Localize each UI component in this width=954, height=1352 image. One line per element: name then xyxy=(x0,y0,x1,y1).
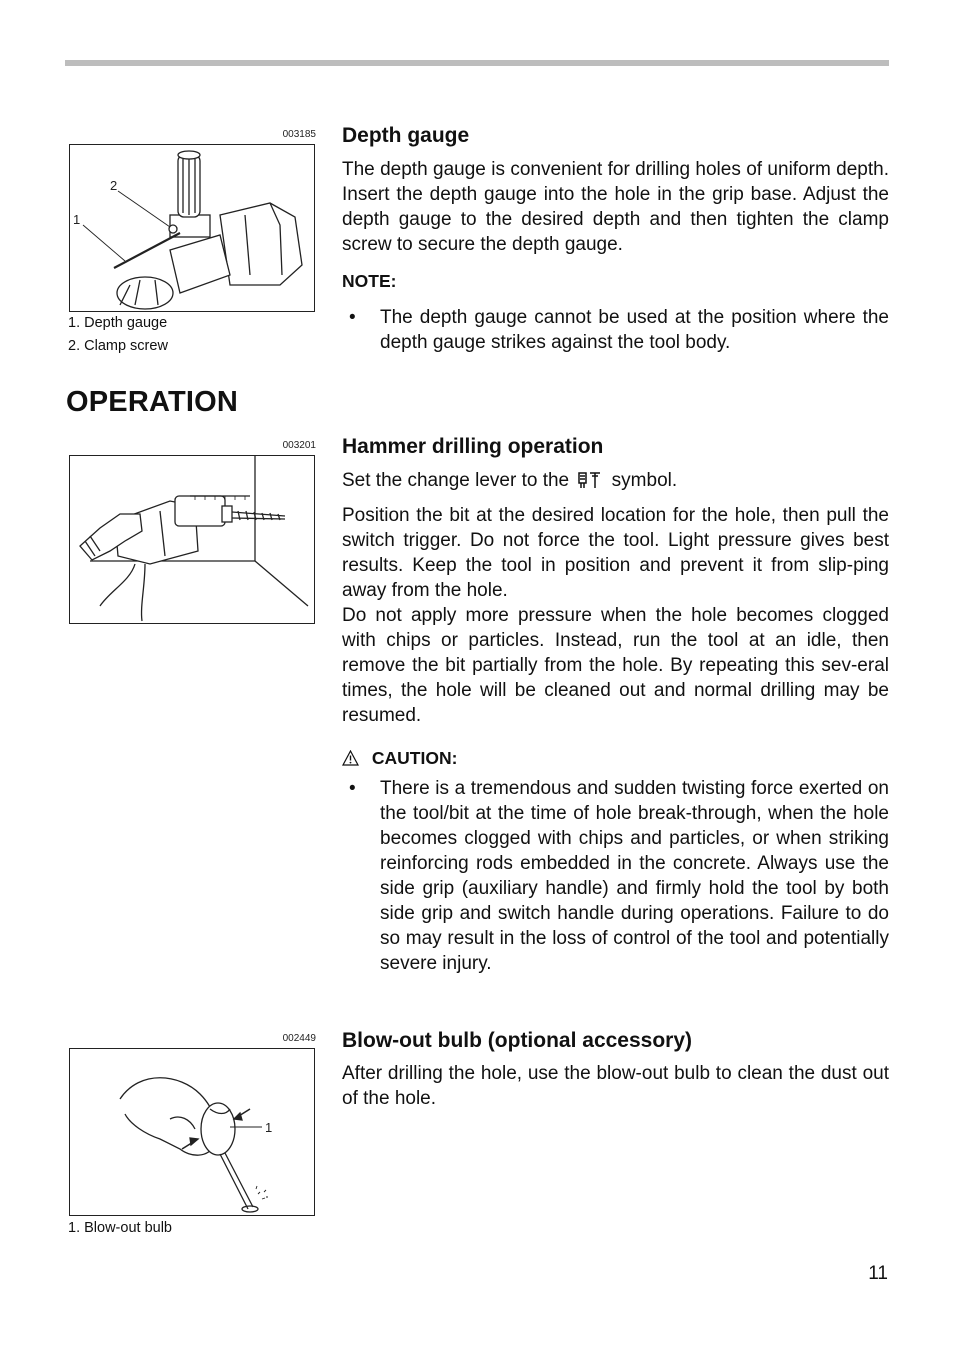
set-lever-text: Set the change lever to the xyxy=(342,470,570,491)
caution-bullet-text: There is a tremendous and sudden twisting force exerted on the tool/bit at the time of hole break-through, when the hole becomes clogged with chips and particles, or when striking reinforcing rods embedded in the concrete. Always use the side grip (auxiliary handle) and firmly hold the tool by both side grip and switch handle during operations. Failure to do so may result in the loss of control of the tool and potentially severe injury. xyxy=(380,778,889,974)
figure-code: 003201 xyxy=(282,440,316,451)
figure-code: 002449 xyxy=(282,1033,316,1044)
top-rule xyxy=(65,60,889,66)
blow-out-bulb-illustration xyxy=(70,1049,315,1216)
hammer-drilling-heading: Hammer drilling operation xyxy=(342,435,604,458)
hammer-drill-symbol-icon xyxy=(578,471,602,496)
warning-triangle-icon xyxy=(342,750,359,771)
depth-gauge-section xyxy=(342,123,889,355)
blow-out-bulb-figure xyxy=(69,1048,315,1216)
set-lever-suffix: symbol. xyxy=(611,470,678,491)
bullet-dot: • xyxy=(349,307,356,328)
blow-out-body: After drilling the hole, use the blow-out bulb to clean the dust out of the hole. xyxy=(342,1063,889,1109)
depth-gauge-figure xyxy=(69,144,315,312)
blow-out-legend xyxy=(68,1220,172,1243)
depth-gauge-heading: Depth gauge xyxy=(342,124,470,147)
legend-item: 1. Blow-out bulb xyxy=(68,1220,172,1236)
hammer-drilling-section xyxy=(342,434,889,976)
blow-out-section xyxy=(342,1028,889,1111)
hammer-drilling-p2: Do not apply more pressure when the hole becomes clogged with chips or particles. Instead, run the tool at an idle, then remove the bit partially from the hole. By repeating this sev-eral times, the hole will be cleaned out and normal drilling may be resumed. xyxy=(342,605,889,726)
caution-label-row xyxy=(342,748,889,771)
figure-code: 003185 xyxy=(282,129,316,140)
section-title: OPERATION xyxy=(66,386,239,418)
caution-label: CAUTION: xyxy=(371,748,458,768)
hammer-drilling-p1: Position the bit at the desired location for the hole, then pull the switch trigger. Do not force the tool. Light pressure gives best results. Keep the tool in position and prevent it from slip-ping away from the hole. xyxy=(342,505,889,601)
hammer-drilling-figure xyxy=(69,455,315,624)
callout-1: 1 xyxy=(73,212,81,227)
legend-item: 1. Depth gauge xyxy=(68,315,168,331)
hammer-drilling-illustration xyxy=(70,456,315,624)
blow-out-heading: Blow-out bulb (optional accessory) xyxy=(342,1029,693,1052)
page-number: 11 xyxy=(868,1263,888,1284)
note-label: NOTE: xyxy=(342,271,397,291)
callout-2: 2 xyxy=(110,178,118,193)
callout-1: 1 xyxy=(265,1120,273,1135)
note-bullet-text: The depth gauge cannot be used at the position where the depth gauge strikes against the tool body. xyxy=(380,307,889,353)
caution-bullet-item xyxy=(342,776,889,976)
depth-gauge-illustration xyxy=(70,145,315,312)
set-lever-line xyxy=(342,468,889,496)
bullet-dot: • xyxy=(349,778,356,799)
depth-gauge-body: The depth gauge is convenient for drilling holes of uniform depth. Insert the depth gauge into the hole in the grip base. Adjust the depth gauge to the desired depth and then tighten the clamp screw to secure the depth gauge. xyxy=(342,159,889,255)
legend-item: 2. Clamp screw xyxy=(68,338,168,354)
note-bullet-item xyxy=(342,305,889,355)
depth-gauge-legend xyxy=(68,315,168,361)
